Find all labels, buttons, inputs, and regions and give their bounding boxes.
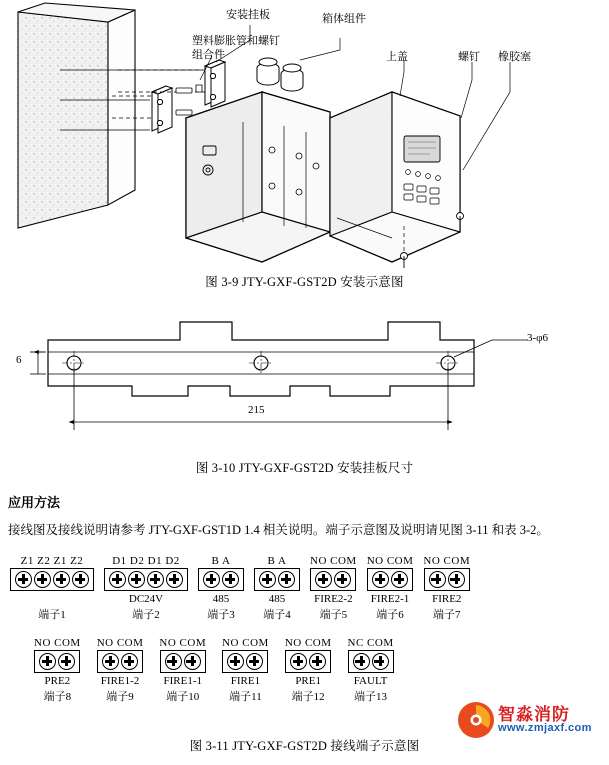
terminal-number: 端子12	[291, 691, 325, 703]
callout-cover: 上盖	[386, 51, 408, 63]
terminal-pin-labels: NO COM	[222, 637, 269, 649]
terminal-number: 端子10	[166, 691, 200, 703]
terminal-pin-labels: NO COM	[34, 637, 81, 649]
terminal-block	[198, 554, 244, 622]
height-dimension	[30, 352, 46, 374]
section-heading: 应用方法	[8, 495, 61, 510]
screw-icon	[372, 571, 389, 588]
screw-icon	[290, 653, 307, 670]
terminal-screw-block	[424, 568, 470, 591]
terminal-number: 端子2	[132, 609, 160, 621]
terminal-name: FIRE2	[432, 593, 462, 605]
terminal-block	[104, 554, 188, 622]
screw-icon	[391, 571, 408, 588]
screw-icon	[109, 571, 126, 588]
callout-anchor-line2: 组合件	[192, 49, 225, 61]
terminal-screw-block	[97, 650, 143, 673]
terminal-block	[222, 636, 269, 704]
screw-icon	[72, 571, 89, 588]
terminal-pin-labels: NO COM	[423, 555, 471, 567]
terminal-number: 端子5	[319, 609, 348, 621]
screw-icon	[309, 653, 326, 670]
screw-icon	[246, 653, 263, 670]
terminal-row-1	[0, 554, 609, 622]
terminal-name: 485	[268, 593, 286, 605]
terminal-pin-labels: NC COM	[347, 637, 394, 649]
screw-icon	[166, 571, 183, 588]
figure-3-9	[0, 0, 609, 300]
top-cover	[330, 92, 460, 262]
terminal-pin-labels: B A	[267, 555, 287, 567]
height-dimension-label: 6	[16, 354, 22, 366]
callout-body: 箱体组件	[322, 13, 366, 25]
terminal-screw-block	[160, 650, 206, 673]
screw-icon	[315, 571, 332, 588]
terminal-number: 端子1	[38, 609, 66, 621]
terminal-block	[254, 554, 300, 622]
terminal-block	[423, 554, 470, 622]
screw-icon	[121, 653, 138, 670]
figure-3-10	[0, 300, 609, 455]
terminal-name: FIRE2-1	[370, 593, 410, 605]
terminal-screw-block	[222, 650, 268, 673]
section-paragraph: 接线图及接线说明请参考 JTY-GXF-GST1D 1.4 相关说明。端子示意图及说明请见图 3-11 和表 3-2。	[8, 523, 549, 537]
terminal-name: DC24V	[128, 593, 164, 605]
screw-icon	[53, 571, 70, 588]
callout-rubber-plug: 橡胶塞	[498, 51, 531, 63]
terminal-pin-labels: NO COM	[284, 637, 332, 649]
terminal-pin-labels: NO COM	[310, 555, 357, 567]
screw-icon	[353, 653, 370, 670]
logo-title: 智淼消防	[498, 705, 570, 724]
screw-icon	[39, 653, 56, 670]
screw-icon	[165, 653, 182, 670]
terminal-number: 端子9	[106, 691, 134, 703]
width-dimension-label: 215	[248, 404, 265, 416]
terminal-block	[159, 636, 206, 704]
callout-screw: 螺钉	[458, 51, 480, 63]
terminal-name-empty	[10, 593, 94, 605]
terminal-screw-block	[348, 650, 394, 673]
terminal-screw-block	[254, 568, 300, 591]
callout-anchor-line1: 塑料膨胀管和螺钉	[192, 35, 280, 47]
figure-3-11-caption: 图 3-11 JTY-GXF-GST2D 接线端子示意图	[189, 739, 420, 753]
screw-icon	[334, 571, 351, 588]
terminal-number: 端子8	[43, 691, 72, 703]
screw-icon	[184, 653, 201, 670]
terminal-name: FIRE2-2	[314, 593, 353, 605]
screw-icon	[278, 571, 295, 588]
terminal-name: FIRE1	[230, 675, 261, 687]
terminal-block	[10, 554, 94, 622]
figure-3-10-caption: 图 3-10 JTY-GXF-GST2D 安装挂板尺寸	[195, 461, 414, 475]
terminal-block	[97, 636, 144, 704]
terminal-screw-block	[285, 650, 331, 673]
hole-dimension-label: 3-φ6	[527, 332, 549, 344]
terminal-pin-labels: NO COM	[159, 637, 207, 649]
enclosure-body	[186, 92, 330, 262]
terminal-name: PRE2	[44, 675, 71, 687]
screw-icon	[448, 571, 465, 588]
terminal-name: 485	[212, 593, 230, 605]
screw-icon	[58, 653, 75, 670]
screw-icon	[34, 571, 51, 588]
screw-icon	[15, 571, 32, 588]
cable-glands	[257, 58, 303, 91]
screw-icon	[429, 571, 446, 588]
terminal-number: 端子3	[207, 609, 235, 621]
terminal-pin-labels: Z1 Z2 Z1 Z2	[20, 555, 84, 567]
terminal-number: 端子4	[263, 609, 291, 621]
terminal-pin-labels: NO COM	[96, 637, 144, 649]
terminal-name: FAULT	[353, 675, 388, 687]
watermark-logo	[456, 700, 601, 744]
terminal-block	[367, 554, 414, 622]
terminal-name: FIRE1-2	[100, 675, 140, 687]
terminal-screw-block	[34, 650, 80, 673]
terminal-screw-block	[310, 568, 356, 591]
screw-icon	[128, 571, 145, 588]
terminal-screw-block	[10, 568, 94, 591]
terminal-number: 端子6	[376, 609, 404, 621]
wall-slab	[18, 3, 135, 228]
terminal-pin-labels: NO COM	[366, 555, 414, 567]
figure-3-9-caption: 图 3-9 JTY-GXF-GST2D 安装示意图	[205, 275, 404, 289]
screw-icon	[259, 571, 276, 588]
screw-icon	[147, 571, 164, 588]
terminal-pin-labels: D1 D2 D1 D2	[112, 555, 180, 567]
terminal-pin-labels: B A	[211, 555, 231, 567]
terminal-block	[310, 554, 357, 622]
terminal-screw-block	[367, 568, 413, 591]
terminal-block	[285, 636, 332, 704]
screw-icon	[227, 653, 244, 670]
terminal-screw-block	[198, 568, 244, 591]
logo-url: www.zmjaxf.com	[498, 722, 592, 734]
terminal-number: 端子13	[354, 691, 388, 703]
terminal-number: 端子11	[229, 691, 262, 703]
terminal-screw-block	[104, 568, 188, 591]
screw-icon	[102, 653, 119, 670]
terminal-row-2	[0, 636, 609, 704]
terminal-block	[34, 636, 81, 704]
screw-icon	[222, 571, 239, 588]
callout-wall-plate: 安装挂板	[226, 9, 270, 21]
screw-icon	[372, 653, 389, 670]
terminal-block	[348, 636, 394, 704]
terminal-name: FIRE1-1	[163, 675, 202, 687]
screw-icon	[203, 571, 220, 588]
terminal-number: 端子7	[433, 609, 461, 621]
terminal-name: PRE1	[295, 675, 321, 687]
